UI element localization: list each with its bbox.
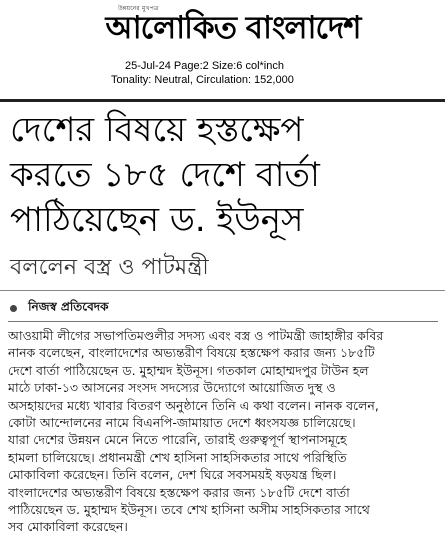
subhead-divider: [0, 290, 445, 291]
body-line: অসহায়দের মধ্যে খাবার বিতরণ অনুষ্ঠানে তিনি এ কথা বলেন। নানক বলেন,: [8, 397, 379, 413]
newspaper-logo: আলোকিত বাংলাদেশ: [105, 10, 361, 46]
byline: [10, 298, 109, 319]
byline-divider: [8, 321, 438, 322]
subheadline: বললেন বস্ত্র ও পাটমন্ত্রী: [10, 255, 209, 280]
body-line: নানক বলেছেন, বাংলাদেশের অভ্যন্তরীণ বিষয়ে হস্তক্ষেপ করার জন্য ১৮৫টি: [8, 345, 375, 361]
body-line: মোকাবিলা করেছেন। তিনি বলেন, দেশ ঘিরে সবসময়ই ষড়যন্ত্র ছিল।: [8, 467, 337, 483]
body-line: দেশে বার্তা পাঠিয়েছেন ড. মুহাম্মদ ইউনূস। গতকাল মোহাম্মদপুর টাউন হল: [8, 362, 369, 378]
body-line: হামলা চালিয়েছে। প্রধানমন্ত্রী শেখ হাসিনা সাহসিকতার সাথে পরিস্থিতি: [8, 449, 347, 465]
body-line: যারা দেশের উন্নয়ন মেনে নিতে পারেনি, তারাই গুরুত্বপূর্ণ স্থাপনাসমূহে: [8, 432, 347, 448]
top-divider: [0, 99, 445, 102]
body-line: আওয়ামী লীগের সভাপতিমণ্ডলীর সদস্য এবং বস্ত্র ও পাটমন্ত্রী জাহাঙ্গীর কবির: [8, 328, 384, 343]
masthead: [0, 0, 445, 52]
bullet-icon: [10, 305, 17, 312]
body-line: সব মোকাবিলা করেছেন।: [8, 519, 128, 535]
article-body: [8, 327, 438, 536]
body-line: কোটা আন্দোলনের নামে বিএনপি-জামায়াত দেশে ধ্বংসযজ্ঞ চালিয়েছে।: [8, 415, 356, 431]
headline-line: পাঠিয়েছেন ড. ইউনূস: [10, 200, 304, 240]
headline-line: দেশের বিষয়ে হস্তক্ষেপ: [10, 110, 304, 150]
body-line: মাঠে ঢাকা-১৩ আসনের সংসদ সদস্যের উদ্যোগে আয়োজিত দুস্থ ও: [8, 380, 336, 396]
byline-text: নিজস্ব প্রতিবেদক: [28, 299, 109, 314]
masthead-tagline: উন্নয়নের মুখপত্র: [118, 5, 159, 12]
clipping-date-page-size: 25-Jul-24 Page:2 Size:6 col*inch: [125, 60, 284, 72]
body-line: পাঠিয়েছেন ড. মুহাম্মদ ইউনূস। তবে শেখ হাসিনা অসীম সাহসিকতার সাথে: [8, 502, 370, 518]
headline: [10, 108, 440, 243]
clipping-tonality-circulation: Tonality: Neutral, Circulation: 152,000: [111, 74, 294, 86]
body-line: বাংলাদেশের অভ্যন্তরীণ বিষয়ে হস্তক্ষেপ করার জন্য ১৮৫টি দেশে বার্তা: [8, 484, 350, 500]
headline-line: করতে ১৮৫ দেশে বার্তা: [10, 155, 320, 195]
